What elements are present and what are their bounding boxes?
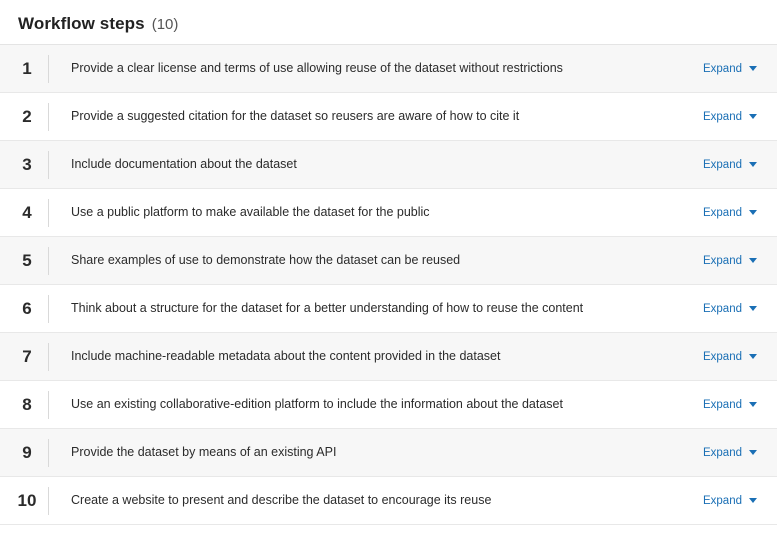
expand-button[interactable] xyxy=(703,207,777,219)
expand-label: Expand xyxy=(702,494,742,507)
expand-button[interactable] xyxy=(703,111,777,123)
step-number: 7 xyxy=(22,346,32,366)
step-label: Provide a clear license and terms of use allowing reuse of the dataset without restrictions xyxy=(71,61,563,76)
step-label: Create a website to present and describe the dataset to encourage its reuse xyxy=(71,493,492,508)
expand-button[interactable] xyxy=(703,447,777,459)
expand-button[interactable] xyxy=(703,255,777,267)
page-title: Workflow steps xyxy=(18,14,145,33)
step-label: Provide the dataset by means of an existing API xyxy=(71,445,337,460)
expand-button[interactable] xyxy=(703,303,777,315)
chevron-down-icon xyxy=(749,402,757,407)
expand-label: Expand xyxy=(702,446,742,459)
steps-list xyxy=(0,44,777,525)
chevron-down-icon xyxy=(749,258,757,263)
list-item[interactable] xyxy=(0,141,777,189)
step-label: Use a public platform to make available the dataset for the public xyxy=(71,205,430,220)
expand-button[interactable] xyxy=(703,495,777,507)
expand-label: Expand xyxy=(702,206,742,219)
step-number: 2 xyxy=(22,106,32,126)
expand-button[interactable] xyxy=(703,159,777,171)
chevron-down-icon xyxy=(749,162,757,167)
chevron-down-icon xyxy=(749,498,757,503)
list-item[interactable] xyxy=(0,189,777,237)
chevron-down-icon xyxy=(749,306,757,311)
expand-button[interactable] xyxy=(703,63,777,75)
list-item[interactable] xyxy=(0,285,777,333)
chevron-down-icon xyxy=(749,114,757,119)
step-label: Think about a structure for the dataset for a better understanding of how to reuse the content xyxy=(71,301,584,316)
steps-count: (10) xyxy=(151,16,179,33)
list-item[interactable] xyxy=(0,237,777,285)
list-item[interactable] xyxy=(0,333,777,381)
step-number: 1 xyxy=(22,58,32,78)
step-number: 10 xyxy=(17,490,37,510)
expand-button[interactable] xyxy=(703,351,777,363)
expand-button[interactable] xyxy=(703,399,777,411)
panel-header xyxy=(0,0,777,44)
expand-label: Expand xyxy=(702,254,742,267)
step-number: 4 xyxy=(22,202,32,222)
expand-label: Expand xyxy=(702,302,742,315)
step-label: Include machine-readable metadata about the content provided in the dataset xyxy=(71,349,501,364)
step-number: 6 xyxy=(22,298,32,318)
step-number: 9 xyxy=(22,442,32,462)
chevron-down-icon xyxy=(749,450,757,455)
step-label: Provide a suggested citation for the dataset so reusers are aware of how to cite it xyxy=(71,109,520,124)
step-number: 3 xyxy=(22,154,32,174)
expand-label: Expand xyxy=(702,158,742,171)
list-item[interactable] xyxy=(0,429,777,477)
step-number: 5 xyxy=(22,250,32,270)
chevron-down-icon xyxy=(749,66,757,71)
expand-label: Expand xyxy=(702,350,742,363)
list-item[interactable] xyxy=(0,45,777,93)
expand-label: Expand xyxy=(702,110,742,123)
list-item[interactable] xyxy=(0,381,777,429)
chevron-down-icon xyxy=(749,354,757,359)
list-item[interactable] xyxy=(0,93,777,141)
step-label: Share examples of use to demonstrate how the dataset can be reused xyxy=(71,253,461,268)
list-item[interactable] xyxy=(0,477,777,525)
expand-label: Expand xyxy=(702,62,742,75)
step-number: 8 xyxy=(22,394,32,414)
step-label: Use an existing collaborative-edition platform to include the information about the dataset xyxy=(71,397,563,412)
expand-label: Expand xyxy=(702,398,742,411)
chevron-down-icon xyxy=(749,210,757,215)
step-label: Include documentation about the dataset xyxy=(71,157,297,172)
